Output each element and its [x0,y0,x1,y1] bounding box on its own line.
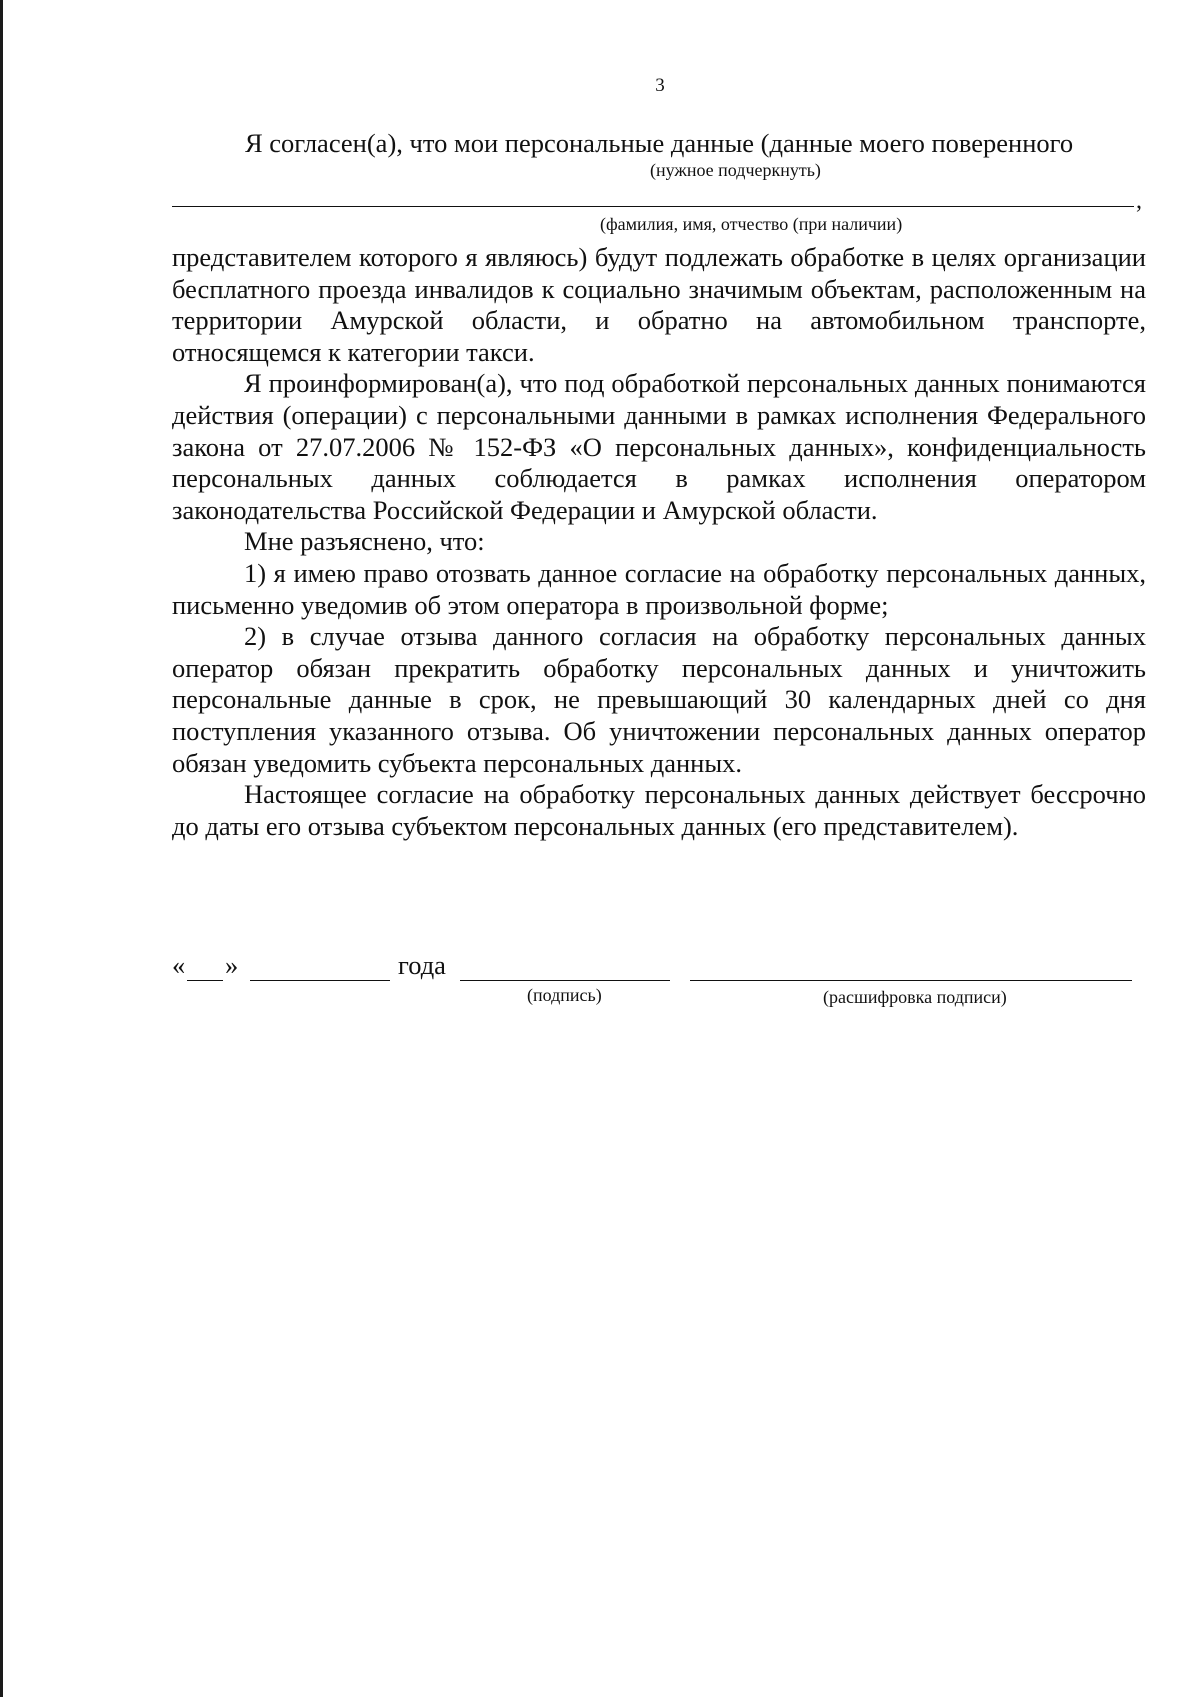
date-day-field [187,980,223,981]
page-number: 3 [655,75,665,96]
paragraph-validity: Настоящее согласие на обработку персональных данных действует бессрочно до даты его отзыва субъектом персональных данных (его представителем). [172,779,1146,841]
consent-body [172,242,1146,842]
underline-hint: (нужное подчеркнуть) [650,160,821,180]
name-field-comma: , [1136,188,1142,214]
scan-left-edge [0,0,3,1697]
date-month-field [250,980,390,981]
paragraph-explained: Мне разъяснено, что: [244,526,485,557]
signature-decoding-caption: (расшифровка подписи) [823,987,1007,1007]
paragraph-purpose: представителем которого я являюсь) будут подлежать обработке в целях организации бесплатного проезда инвалидов к социально значимым объектам, расположенным на территории Амурской области, и обратно на автомобильном транспорте, относящемся к категории такси. [172,242,1146,367]
date-quote-open: « [172,950,186,980]
consent-intro-line: Я согласен(а), что мои персональные данные (данные моего поверенного [245,128,1074,158]
paragraph-withdrawal-consequences: 2) в случае отзыва данного согласия на обработку персональных данных оператор обязан прекратить обработку персональных данных и уничтожить персональные данные в срок, не превышающий 30 календарных дней со дня поступления указанного отзыва. Об уничтожении персональных данных оператор обязан уведомить субъекта персональных данных. [172,621,1146,778]
signature-field [460,980,670,981]
signature-decoding-field [690,980,1132,981]
name-field-line [172,206,1134,207]
paragraph-right-to-withdraw: 1) я имею право отозвать данное согласие на обработку персональных данных, письменно уведомив об этом оператора в произвольной форме; [172,557,1146,620]
year-word: года [398,950,446,980]
date-quote-close: » [225,950,239,980]
paragraph-informed: Я проинформирован(а), что под обработкой персональных данных понимаются действия (операции) с персональными данными в рамках исполнения Федерального закона от 27.07.2006 № 152-ФЗ «О персональных данных», конфиденциальность персональных данных соблюдается в рамках исполнения оператором законодательства Российской Федерации и Амурской области. [172,368,1146,525]
signature-caption: (подпись) [527,985,602,1005]
name-field-caption: (фамилия, имя, отчество (при наличии) [600,214,903,234]
